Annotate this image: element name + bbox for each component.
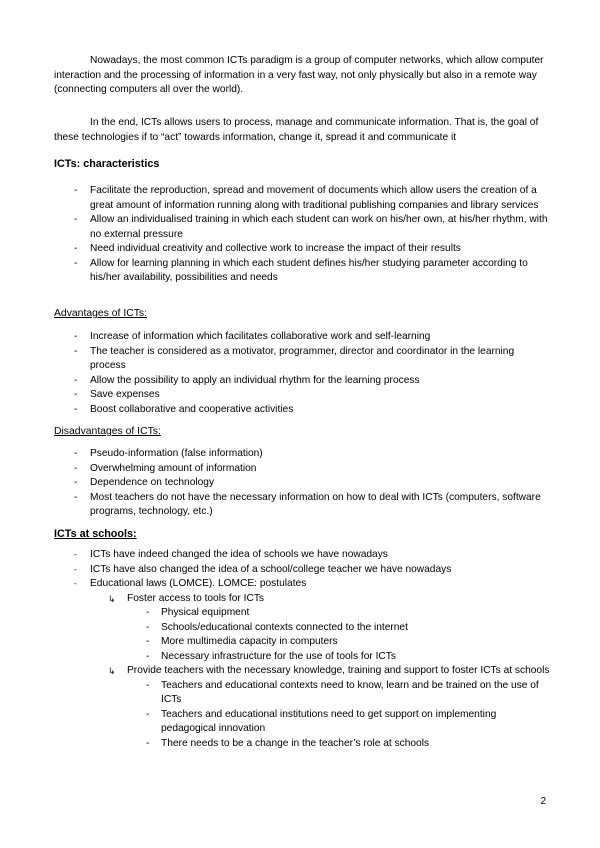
nested-list-item: - There needs to be a change in the teacher’s role at schools <box>0 737 550 752</box>
nested-list-item: - Teachers and educational contexts need to know, learn and be trained on the use of ICTs <box>146 679 539 705</box>
nested-list-item: - Teachers and educational institutions need to get support on implementing pedagogical innovation <box>146 708 497 734</box>
arrow-bullet-icon: ↳ <box>108 666 116 676</box>
list-item: - Allow the possibility to apply an individual rhythm for the learning process <box>0 374 550 389</box>
dash-bullet: - <box>74 374 78 386</box>
list-item: - Educational laws (LOMCE). LOMCE: postulates <box>0 577 550 592</box>
nested-list-item: - Physical equipment <box>0 606 550 621</box>
list-item: - Pseudo-information (false information) <box>0 447 550 462</box>
dash-bullet: - <box>74 403 78 415</box>
dash-bullet: - <box>74 185 78 196</box>
list-item: - Save expenses <box>0 388 550 403</box>
page-number: 2 <box>540 796 546 807</box>
characteristics-heading: ICTs: characteristics <box>54 158 160 170</box>
dash-bullet: - <box>146 737 150 749</box>
list-item: - Facilitate the reproduction, spread and movement of documents which allow users the creation of a great amount of information running along with traditional publishing companies and library services <box>74 185 539 211</box>
schools-heading: ICTs at schools: <box>54 528 137 540</box>
dash-bullet: - <box>74 579 77 588</box>
sub-list-item: ↳ Foster access to tools for ICTs <box>0 592 550 607</box>
arrow-bullet-icon: ↳ <box>108 593 116 604</box>
dash-bullet: - <box>74 243 78 254</box>
advantages-list <box>0 330 600 417</box>
list-item: - Dependence on technology <box>0 476 550 491</box>
dash-bullet: - <box>146 621 150 633</box>
list-item: - Overwhelming amount of information <box>0 462 550 477</box>
list-item: - Allow an individualised training in which each student can work on his/her own, at his/her rhythm, with no external pressure <box>74 214 548 240</box>
list-item: - Increase of information which facilitates collaborative work and self-learning <box>0 330 550 345</box>
nested-list-item: - Schools/educational contexts connected to the internet <box>0 621 550 636</box>
dash-bullet: - <box>74 491 78 503</box>
intro-paragraph-2: In the end, ICTs allows users to process, manage and communicate information. That is, the goal of these technologies if to “act” towards information, change it, spread it and communicate it <box>54 117 539 143</box>
dash-bullet: - <box>146 708 150 720</box>
list-item: - ICTs have indeed changed the idea of schools we have nowadays <box>0 548 550 563</box>
sub-list-item: ↳ Provide teachers with the necessary knowledge, training and support to foster ICTs at schools <box>0 664 550 679</box>
list-item: - Need individual creativity and collective work to increase the impact of their results <box>0 242 550 257</box>
dash-bullet: - <box>74 477 78 488</box>
list-item: - Most teachers do not have the necessary information on how to deal with ICTs (computers, software programs, technology, etc.) <box>74 491 541 517</box>
dash-bullet: - <box>74 214 78 225</box>
list-item: - Boost collaborative and cooperative activities <box>0 403 550 418</box>
dash-bullet: - <box>74 564 77 574</box>
nested-list-item: - More multimedia capacity in computers <box>0 635 550 650</box>
dash-bullet: - <box>74 389 78 400</box>
dash-bullet: - <box>146 636 150 647</box>
list-item: - The teacher is considered as a motivator, programmer, director and coordinator in the learning process <box>74 345 515 371</box>
dash-bullet: - <box>146 650 150 662</box>
nested-list-item: - Necessary infrastructure for the use of tools for ICTs <box>0 650 550 665</box>
list-item: - Allow for learning planning in which each student defines his/her studying parameter according to his/her availability, possibilities and needs <box>74 257 528 283</box>
dash-bullet: - <box>74 462 78 474</box>
dash-bullet: - <box>74 345 78 357</box>
disadvantages-heading: Disadvantages of ICTs: <box>54 426 161 437</box>
dash-bullet: - <box>146 679 150 691</box>
dash-bullet: - <box>74 448 78 459</box>
dash-bullet: - <box>74 550 77 559</box>
schools-list <box>0 548 600 751</box>
intro-paragraph-1: Nowadays, the most common ICTs paradigm is a group of computer networks, which allow computer interaction and the processing of information in a very fast way, not only physically but also in a remote way (connecting computers all over the world). <box>54 55 544 95</box>
characteristics-list <box>0 184 600 286</box>
dash-bullet: - <box>74 257 78 269</box>
advantages-heading: Advantages of ICTs: <box>54 308 147 319</box>
disadvantages-list <box>0 447 600 520</box>
dash-bullet: - <box>146 607 150 618</box>
list-item: - ICTs have also changed the idea of a school/college teacher we have nowadays <box>0 563 550 578</box>
dash-bullet: - <box>74 331 78 342</box>
